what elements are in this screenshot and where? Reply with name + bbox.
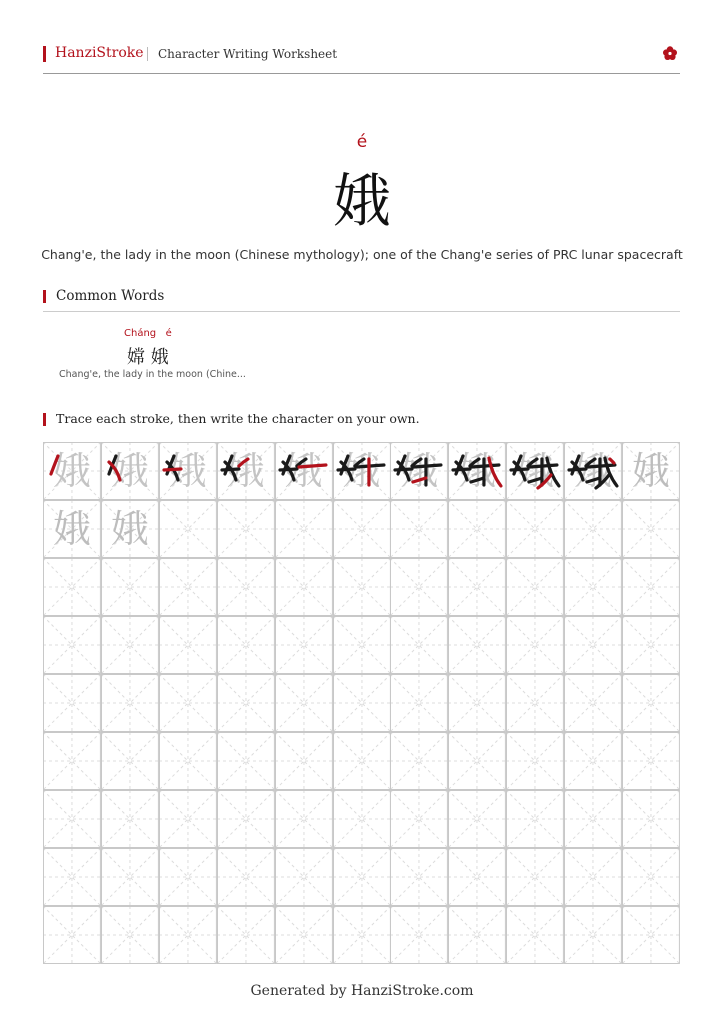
footer-credit: Generated by HanziStroke.com — [250, 983, 474, 999]
practice-cell[interactable] — [448, 848, 506, 906]
practice-cell[interactable] — [333, 616, 391, 674]
character-stroke — [354, 459, 363, 466]
cell-guide-lines — [448, 500, 506, 558]
cell-guide-lines — [159, 616, 217, 674]
practice-cell[interactable] — [159, 442, 217, 500]
cell-guide-lines — [101, 790, 159, 848]
practice-cell[interactable] — [159, 906, 217, 964]
cell-guide-lines — [448, 906, 506, 964]
practice-cell[interactable] — [390, 732, 448, 790]
practice-cell[interactable] — [159, 848, 217, 906]
cell-guide-lines — [564, 848, 622, 906]
cell-guide-lines — [448, 616, 506, 674]
practice-cell[interactable] — [564, 616, 622, 674]
cell-guide-lines — [333, 500, 391, 558]
practice-cell[interactable] — [217, 616, 275, 674]
cell-guide-lines — [390, 500, 448, 558]
cell-guide-lines — [275, 616, 333, 674]
practice-cell[interactable] — [275, 790, 333, 848]
practice-cell[interactable] — [506, 558, 564, 616]
character-stroke — [280, 469, 297, 470]
cell-guide-lines — [506, 558, 564, 616]
practice-cell[interactable] — [506, 500, 564, 558]
character-stroke — [413, 478, 426, 482]
worksheet-header — [43, 42, 680, 74]
ghost-character: 娥 — [342, 449, 381, 493]
practice-cell[interactable] — [448, 790, 506, 848]
cell-guide-lines — [448, 732, 506, 790]
cell-guide-lines — [390, 848, 448, 906]
cell-guide-lines — [101, 616, 159, 674]
practice-cell[interactable] — [275, 732, 333, 790]
practice-cell[interactable] — [564, 732, 622, 790]
cell-guide-lines — [101, 848, 159, 906]
stroke-order-demo — [159, 442, 217, 500]
character-stroke — [511, 469, 528, 470]
cell-guide-lines — [43, 848, 101, 906]
practice-cell[interactable] — [43, 616, 101, 674]
stroke-order-demo — [390, 442, 448, 500]
ghost-character: 娥 — [52, 449, 91, 493]
cell-guide-lines — [333, 790, 391, 848]
cell-guide-lines — [333, 558, 391, 616]
cell-guide-lines — [506, 616, 564, 674]
practice-cell[interactable] — [101, 616, 159, 674]
word-meaning: Chang'e, the lady in the moon (Chine... — [59, 369, 246, 380]
practice-cell[interactable] — [622, 674, 680, 732]
practice-cell[interactable] — [506, 790, 564, 848]
practice-cell[interactable] — [622, 848, 680, 906]
character-stroke — [489, 458, 501, 486]
cell-guide-lines — [564, 906, 622, 964]
section-accent-bar — [43, 413, 46, 426]
practice-cell[interactable] — [217, 558, 275, 616]
cell-guide-lines — [564, 558, 622, 616]
character-stroke — [569, 469, 586, 470]
practice-cell[interactable] — [506, 848, 564, 906]
practice-cell[interactable] — [333, 500, 391, 558]
practice-cell[interactable] — [43, 500, 101, 558]
cell-guide-lines — [159, 558, 217, 616]
cell-guide-lines — [622, 732, 680, 790]
cell-guide-lines — [43, 906, 101, 964]
stroke-order-demo — [217, 442, 275, 500]
ghost-character: 娥 — [52, 507, 91, 551]
practice-instruction: Trace each stroke, then write the character on your own. — [56, 411, 420, 426]
practice-cell[interactable] — [564, 674, 622, 732]
cell-guide-lines — [506, 790, 564, 848]
character-stroke — [471, 478, 484, 482]
character-stroke — [222, 469, 239, 470]
practice-cell[interactable] — [159, 790, 217, 848]
cell-guide-lines — [564, 500, 622, 558]
character-hanzi: 娥 — [332, 167, 391, 235]
cell-guide-lines — [217, 674, 275, 732]
cell-guide-lines — [622, 616, 680, 674]
ghost-character: 娥 — [110, 449, 149, 493]
practice-cell[interactable] — [564, 848, 622, 906]
practice-cell[interactable] — [43, 732, 101, 790]
cell-guide-lines — [217, 500, 275, 558]
practice-cell[interactable] — [390, 442, 448, 500]
cell-guide-lines — [390, 558, 448, 616]
practice-cell[interactable] — [390, 674, 448, 732]
character-stroke — [395, 469, 412, 470]
practice-cell[interactable] — [333, 848, 391, 906]
practice-cell[interactable] — [101, 674, 159, 732]
cell-guide-lines — [217, 906, 275, 964]
character-stroke — [297, 459, 306, 466]
practice-cell[interactable] — [448, 674, 506, 732]
practice-cell[interactable] — [622, 906, 680, 964]
practice-cell[interactable] — [333, 906, 391, 964]
practice-cell[interactable] — [564, 442, 622, 500]
character-stroke — [299, 465, 326, 467]
practice-cell[interactable] — [564, 558, 622, 616]
stroke-order-demo — [43, 442, 101, 500]
ghost-character: 娥 — [632, 449, 671, 493]
practice-cell[interactable] — [448, 616, 506, 674]
stroke-order-demo — [275, 442, 333, 500]
character-stroke — [470, 459, 479, 466]
stroke-order-demo — [333, 442, 391, 500]
cell-guide-lines — [622, 674, 680, 732]
cell-guide-lines — [333, 616, 391, 674]
stroke-order-demo — [506, 442, 564, 500]
cell-guide-lines — [506, 732, 564, 790]
practice-cell[interactable] — [275, 906, 333, 964]
practice-cell[interactable] — [159, 500, 217, 558]
character-stroke — [538, 475, 551, 488]
cell-guide-lines — [390, 790, 448, 848]
cell-guide-lines — [43, 558, 101, 616]
practice-cell[interactable] — [43, 558, 101, 616]
ghost-character: 娥 — [284, 449, 323, 493]
cell-guide-lines — [101, 674, 159, 732]
cell-guide-lines — [622, 500, 680, 558]
character-stroke — [453, 469, 470, 470]
cell-guide-lines — [390, 616, 448, 674]
cell-guide-lines — [275, 500, 333, 558]
practice-cell[interactable] — [448, 906, 506, 964]
ghost-character: 娥 — [516, 449, 555, 493]
practice-cell[interactable] — [333, 790, 391, 848]
practice-cell[interactable] — [390, 558, 448, 616]
practice-cell[interactable] — [333, 558, 391, 616]
ghost-character: 娥 — [458, 449, 497, 493]
cell-guide-lines — [217, 558, 275, 616]
practice-cell[interactable] — [275, 674, 333, 732]
practice-cell[interactable] — [564, 500, 622, 558]
stroke-order-demo — [448, 442, 506, 500]
cell-guide-lines — [448, 674, 506, 732]
practice-cell[interactable] — [506, 906, 564, 964]
cell-guide-lines — [275, 906, 333, 964]
cell-guide-lines — [159, 674, 217, 732]
cell-guide-lines — [275, 848, 333, 906]
practice-cell[interactable] — [275, 500, 333, 558]
practice-cell[interactable] — [622, 790, 680, 848]
section-divider — [43, 311, 680, 312]
word-pinyin: Cháng é — [124, 328, 172, 339]
practice-cell[interactable] — [390, 500, 448, 558]
stroke-order-demo — [101, 442, 159, 500]
practice-grid — [43, 442, 680, 964]
practice-cell[interactable] — [390, 906, 448, 964]
practice-cell[interactable] — [159, 558, 217, 616]
practice-cell[interactable] — [159, 674, 217, 732]
common-words-title: Common Words — [56, 288, 165, 304]
practice-cell[interactable] — [564, 906, 622, 964]
practice-cell[interactable] — [101, 848, 159, 906]
worksheet-subtitle: Character Writing Worksheet — [158, 47, 338, 61]
practice-cell[interactable] — [622, 500, 680, 558]
cell-guide-lines — [159, 848, 217, 906]
cell-guide-lines — [622, 558, 680, 616]
cell-guide-lines — [43, 616, 101, 674]
character-stroke — [610, 459, 614, 463]
character-stroke — [528, 459, 537, 466]
ghost-character: 娥 — [400, 449, 439, 493]
practice-cell[interactable] — [43, 674, 101, 732]
practice-cell[interactable] — [622, 558, 680, 616]
practice-cell[interactable] — [333, 732, 391, 790]
flower-icon — [662, 45, 678, 61]
practice-cell[interactable] — [101, 906, 159, 964]
cell-guide-lines — [506, 674, 564, 732]
practice-cell[interactable] — [506, 674, 564, 732]
practice-cell[interactable] — [275, 616, 333, 674]
cell-guide-lines — [275, 558, 333, 616]
cell-guide-lines — [564, 732, 622, 790]
practice-cell[interactable] — [217, 906, 275, 964]
practice-cell[interactable] — [448, 500, 506, 558]
practice-cell[interactable] — [101, 500, 159, 558]
practice-cell[interactable] — [506, 616, 564, 674]
cell-guide-lines — [506, 906, 564, 964]
practice-cell[interactable] — [506, 442, 564, 500]
character-stroke — [587, 478, 600, 482]
cell-guide-lines — [217, 732, 275, 790]
cell-guide-lines — [43, 790, 101, 848]
practice-cell[interactable] — [101, 790, 159, 848]
character-stroke — [239, 459, 248, 466]
practice-cell[interactable] — [159, 616, 217, 674]
cell-guide-lines — [275, 674, 333, 732]
cell-guide-lines — [390, 674, 448, 732]
practice-cell[interactable] — [275, 848, 333, 906]
cell-guide-lines — [564, 790, 622, 848]
character-stroke — [164, 469, 181, 470]
stroke-order-demo — [564, 442, 622, 500]
practice-cell[interactable] — [217, 442, 275, 500]
practice-cell[interactable] — [390, 790, 448, 848]
cell-guide-lines — [217, 848, 275, 906]
practice-cell[interactable] — [622, 616, 680, 674]
character-stroke — [338, 469, 355, 470]
practice-cell[interactable] — [622, 442, 680, 500]
ghost-character: 娥 — [110, 507, 149, 551]
cell-guide-lines — [564, 674, 622, 732]
practice-cell[interactable] — [448, 732, 506, 790]
cell-guide-lines — [101, 732, 159, 790]
word-hanzi: 嫦 娥 — [127, 347, 169, 368]
practice-cell[interactable] — [217, 500, 275, 558]
practice-cell[interactable] — [448, 558, 506, 616]
cell-guide-lines — [448, 558, 506, 616]
practice-cell[interactable] — [101, 442, 159, 500]
cell-guide-lines — [159, 732, 217, 790]
practice-cell[interactable] — [217, 732, 275, 790]
practice-cell[interactable] — [217, 848, 275, 906]
practice-cell[interactable] — [622, 732, 680, 790]
cell-guide-lines — [159, 790, 217, 848]
practice-cell[interactable] — [43, 790, 101, 848]
cell-guide-lines — [333, 906, 391, 964]
cell-guide-lines — [333, 848, 391, 906]
cell-guide-lines — [506, 848, 564, 906]
practice-cell[interactable] — [564, 790, 622, 848]
ghost-character: 娥 — [574, 449, 613, 493]
character-definition: Chang'e, the lady in the moon (Chinese mythology); one of the Chang'e series of PRC lunar spacecraft — [41, 247, 683, 262]
ghost-character: 娥 — [226, 449, 265, 493]
character-stroke — [51, 456, 58, 474]
practice-cell[interactable] — [506, 732, 564, 790]
practice-cell[interactable] — [43, 442, 101, 500]
cell-guide-lines — [217, 790, 275, 848]
practice-cell[interactable] — [275, 558, 333, 616]
cell-guide-lines — [622, 790, 680, 848]
cell-guide-lines — [101, 906, 159, 964]
practice-cell[interactable] — [43, 848, 101, 906]
cell-guide-lines — [159, 500, 217, 558]
cell-guide-lines — [159, 906, 217, 964]
character-stroke — [596, 475, 609, 488]
cell-guide-lines — [390, 732, 448, 790]
cell-guide-lines — [217, 616, 275, 674]
character-pinyin: é — [356, 132, 368, 152]
cell-guide-lines — [506, 500, 564, 558]
cell-guide-lines — [622, 848, 680, 906]
cell-guide-lines — [333, 674, 391, 732]
header-divider — [147, 47, 148, 61]
cell-guide-lines — [448, 848, 506, 906]
practice-cell[interactable] — [448, 442, 506, 500]
practice-cell[interactable] — [43, 906, 101, 964]
character-stroke — [586, 459, 595, 466]
practice-cell[interactable] — [390, 848, 448, 906]
cell-guide-lines — [43, 674, 101, 732]
practice-cell[interactable] — [275, 442, 333, 500]
cell-guide-lines — [390, 906, 448, 964]
character-stroke — [547, 458, 559, 486]
practice-cell[interactable] — [333, 674, 391, 732]
character-stroke — [529, 478, 542, 482]
section-accent-bar — [43, 290, 46, 303]
brand-name[interactable]: HanziStroke — [55, 45, 144, 61]
brand-accent-bar — [43, 46, 46, 62]
ghost-character: 娥 — [168, 449, 207, 493]
practice-cell[interactable] — [333, 442, 391, 500]
cell-guide-lines — [448, 790, 506, 848]
cell-guide-lines — [275, 790, 333, 848]
cell-guide-lines — [564, 616, 622, 674]
practice-cell[interactable] — [101, 558, 159, 616]
practice-cell[interactable] — [390, 616, 448, 674]
cell-guide-lines — [333, 732, 391, 790]
cell-guide-lines — [275, 732, 333, 790]
practice-cell[interactable] — [217, 674, 275, 732]
cell-guide-lines — [43, 732, 101, 790]
cell-guide-lines — [622, 906, 680, 964]
practice-cell[interactable] — [159, 732, 217, 790]
practice-cell[interactable] — [217, 790, 275, 848]
practice-cell[interactable] — [101, 732, 159, 790]
cell-guide-lines — [101, 558, 159, 616]
character-stroke — [412, 459, 421, 466]
